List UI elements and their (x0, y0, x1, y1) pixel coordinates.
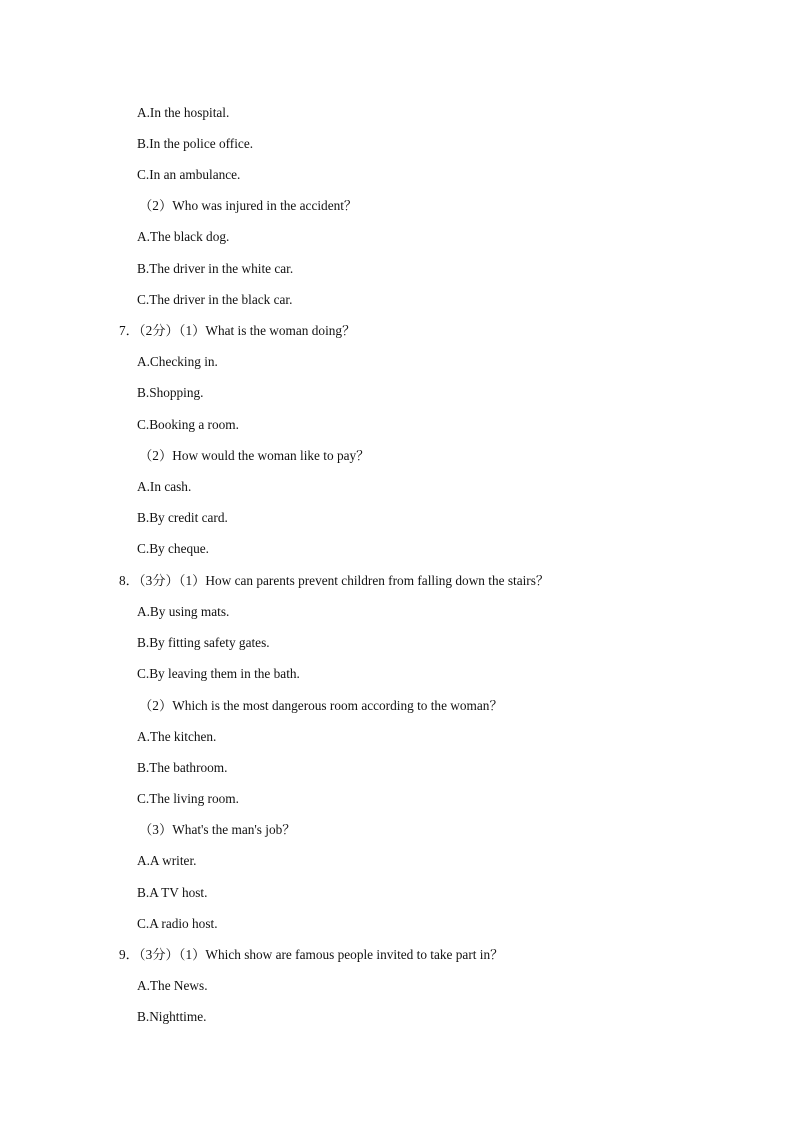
option-c: C.By cheque. (137, 541, 210, 556)
option-a: A.The News. (137, 978, 208, 993)
option-b: B.The driver in the white car. (137, 261, 294, 276)
option-b: B.Nighttime. (137, 1009, 207, 1024)
option-b: B.In the police office. (137, 136, 254, 151)
option-a: A.The kitchen. (137, 729, 217, 744)
sub-question: （2）Which is the most dangerous room according to the woman？ (139, 698, 503, 713)
option-c: C.By leaving them in the bath. (137, 666, 300, 681)
option-b: B.By fitting safety gates. (137, 635, 270, 650)
option-a: A.A writer. (137, 853, 197, 868)
sub-question: （2）Who was injured in the accident？ (139, 198, 358, 213)
sub-question: （3）What's the man's job？ (139, 822, 296, 837)
option-c: C.The living room. (137, 791, 239, 806)
option-a: A.In cash. (137, 479, 192, 494)
option-c: C.Booking a room. (137, 417, 239, 432)
question-8: 8．（3分）（1）How can parents prevent children from falling down the stairs？ (119, 573, 550, 588)
option-b: B.Shopping. (137, 385, 204, 400)
option-b: B.By credit card. (137, 510, 228, 525)
sub-question: （2）How would the woman like to pay？ (139, 448, 370, 463)
option-b: B.The bathroom. (137, 760, 228, 775)
option-a: A.The black dog. (137, 229, 230, 244)
option-a: A.In the hospital. (137, 105, 230, 120)
question-9: 9．（3分）（1）Which show are famous people invited to take part in？ (119, 947, 504, 962)
option-a: A.Checking in. (137, 354, 218, 369)
option-c: C.The driver in the black car. (137, 292, 293, 307)
option-c: C.A radio host. (137, 916, 218, 931)
question-7: 7．（2分）（1）What is the woman doing？ (119, 323, 356, 338)
option-b: B.A TV host. (137, 885, 208, 900)
option-a: A.By using mats. (137, 604, 230, 619)
option-c: C.In an ambulance. (137, 167, 241, 182)
